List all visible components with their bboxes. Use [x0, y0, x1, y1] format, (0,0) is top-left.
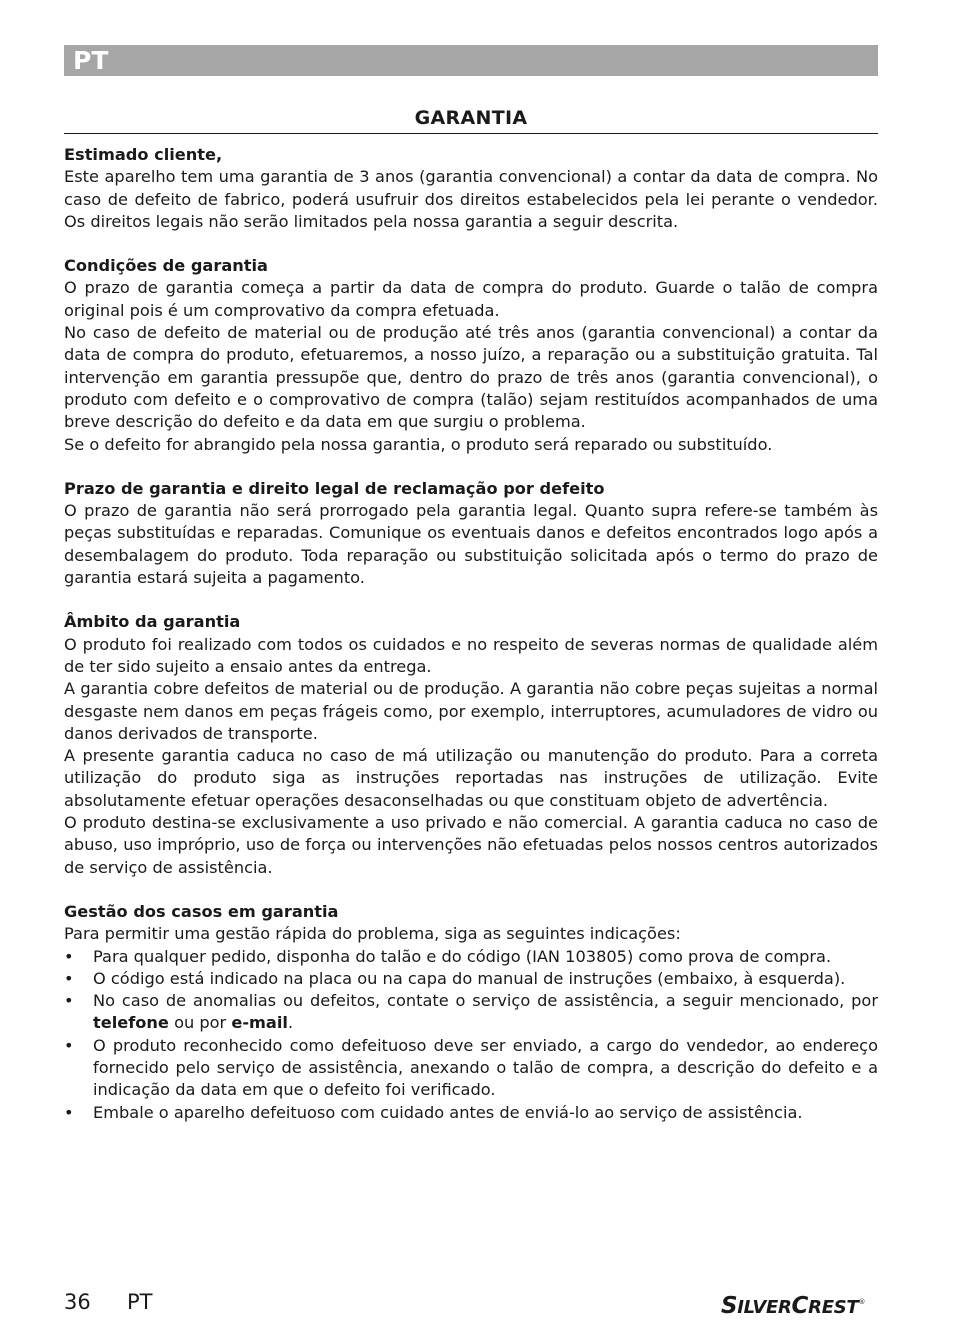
paragraph: No caso de defeito de material ou de produção até três anos (garantia convencional) a contar da data de compra do produto, efetuaremos, a nosso juízo, a reparação ou a substituição gratuita. Tal intervenção em garantia pressupõe que, dentro do prazo de três anos (garantia convencional), o produto com defeito e o comprovativo de compra (talão) sejam restituídos acompanhados de uma breve descrição do defeito e da data em que surgiu o problema.	[64, 323, 878, 432]
list-item-text-mid: ou por	[168, 1013, 232, 1033]
paragraph: A presente garantia caduca no caso de má utilização ou manutenção do produto. Para a correta utilização do produto siga as instruções reportadas nas instruções de utilização. Evite absolutamente efetuar operações desaconselhadas ou que constituam objeto de advertência.	[64, 746, 878, 810]
section-heading: Condições de garantia	[64, 256, 268, 276]
page-title: GARANTIA	[414, 107, 528, 129]
section-greeting	[64, 144, 878, 233]
bullet-icon: •	[64, 1035, 74, 1055]
list-item-text: Para qualquer pedido, disponha do talão e do código (IAN 103805) como prova de compra.	[93, 946, 832, 966]
list-item-text: Embale o aparelho defeituoso com cuidado antes de enviá-lo ao serviço de assistência.	[93, 1102, 803, 1122]
list-item	[64, 946, 878, 968]
title-divider	[64, 133, 878, 134]
language-header-bar	[64, 45, 878, 76]
footer-language: PT	[127, 1290, 153, 1314]
logo-part: S	[721, 1293, 738, 1319]
email-emphasis: e-mail	[231, 1013, 288, 1033]
list-item-text-post: .	[287, 1013, 294, 1033]
logo-part: REST	[808, 1297, 859, 1318]
logo-part: ILVER	[737, 1297, 792, 1318]
registered-mark: ®	[858, 1298, 866, 1306]
section-warranty-scope	[64, 611, 878, 879]
instruction-list	[64, 946, 878, 1124]
paragraph: O prazo de garantia começa a partir da data de compra do produto. Guarde o talão de compra original pois é um comprovativo da compra efetuada.	[64, 278, 878, 320]
bullet-icon: •	[64, 1102, 74, 1122]
page-number: 36	[64, 1290, 91, 1314]
bullet-icon: •	[64, 968, 74, 988]
section-warranty-period	[64, 478, 878, 589]
section-warranty-handling	[64, 901, 878, 1124]
list-item-text-pre: No caso de anomalias ou defeitos, contate o serviço de assistência, a seguir mencionado, por	[93, 991, 878, 1011]
list-item	[64, 990, 878, 1035]
paragraph: Para permitir uma gestão rápida do problema, siga as seguintes indicações:	[64, 924, 681, 944]
section-warranty-conditions	[64, 255, 878, 456]
paragraph: Se o defeito for abrangido pela nossa garantia, o produto será reparado ou substituído.	[64, 434, 773, 454]
logo-part: C	[791, 1293, 809, 1319]
paragraph: A garantia cobre defeitos de material ou de produção. A garantia não cobre peças sujeitas a normal desgaste nem danos em peças frágeis como, por exemplo, interruptores, acumuladores de vidro ou danos derivados de transporte.	[64, 679, 878, 743]
paragraph: O prazo de garantia não será prorrogado pela garantia legal. Quanto supra refere-se também às peças substituídas e reparadas. Comunique os eventuais danos e defeitos encontrados logo após a desembalagem do produto. Toda reparação ou substituição solicitada após o termo do prazo de garantia estará sujeita a pagamento.	[64, 501, 878, 588]
bullet-icon: •	[64, 946, 74, 966]
paragraph: Este aparelho tem uma garantia de 3 anos (garantia convencional) a contar da data de compra. No caso de defeito de fabrico, poderá usufruir dos direitos estabelecidos pela lei perante o vendedor. Os direitos legais não serão limitados pela nossa garantia a seguir descrita.	[64, 167, 878, 231]
list-item-text: O código está indicado na placa ou na capa do manual de instruções (embaixo, à esquerda).	[93, 968, 846, 988]
list-item	[64, 968, 878, 990]
silvercrest-logo	[721, 1289, 865, 1321]
list-item-text: O produto reconhecido como defeituoso deve ser enviado, a cargo do vendedor, ao endereço fornecido pelo serviço de assistência, anexando o talão de compra, a descrição do defeito e a indicação da data em que o defeito foi verificado.	[93, 1035, 878, 1100]
paragraph: O produto foi realizado com todos os cuidados e no respeito de severas normas de qualidade além de ter sido sujeito a ensaio antes da entrega.	[64, 634, 878, 676]
section-heading: Prazo de garantia e direito legal de reclamação por defeito	[64, 478, 605, 498]
paragraph: O produto destina-se exclusivamente a uso privado e não comercial. A garantia caduca no caso de abuso, uso impróprio, uso de força ou intervenções não efetuadas pelos nossos centros autorizados de serviço de assistência.	[64, 813, 878, 877]
list-item	[64, 1102, 878, 1124]
section-heading: Estimado cliente,	[64, 145, 223, 164]
section-heading: Âmbito da garantia	[64, 612, 241, 632]
section-heading: Gestão dos casos em garantia	[64, 901, 339, 921]
language-label: PT	[73, 46, 109, 75]
phone-emphasis: telefone	[93, 1013, 169, 1033]
list-item	[64, 1035, 878, 1102]
bullet-icon: •	[64, 991, 74, 1011]
warranty-content	[64, 144, 878, 1146]
